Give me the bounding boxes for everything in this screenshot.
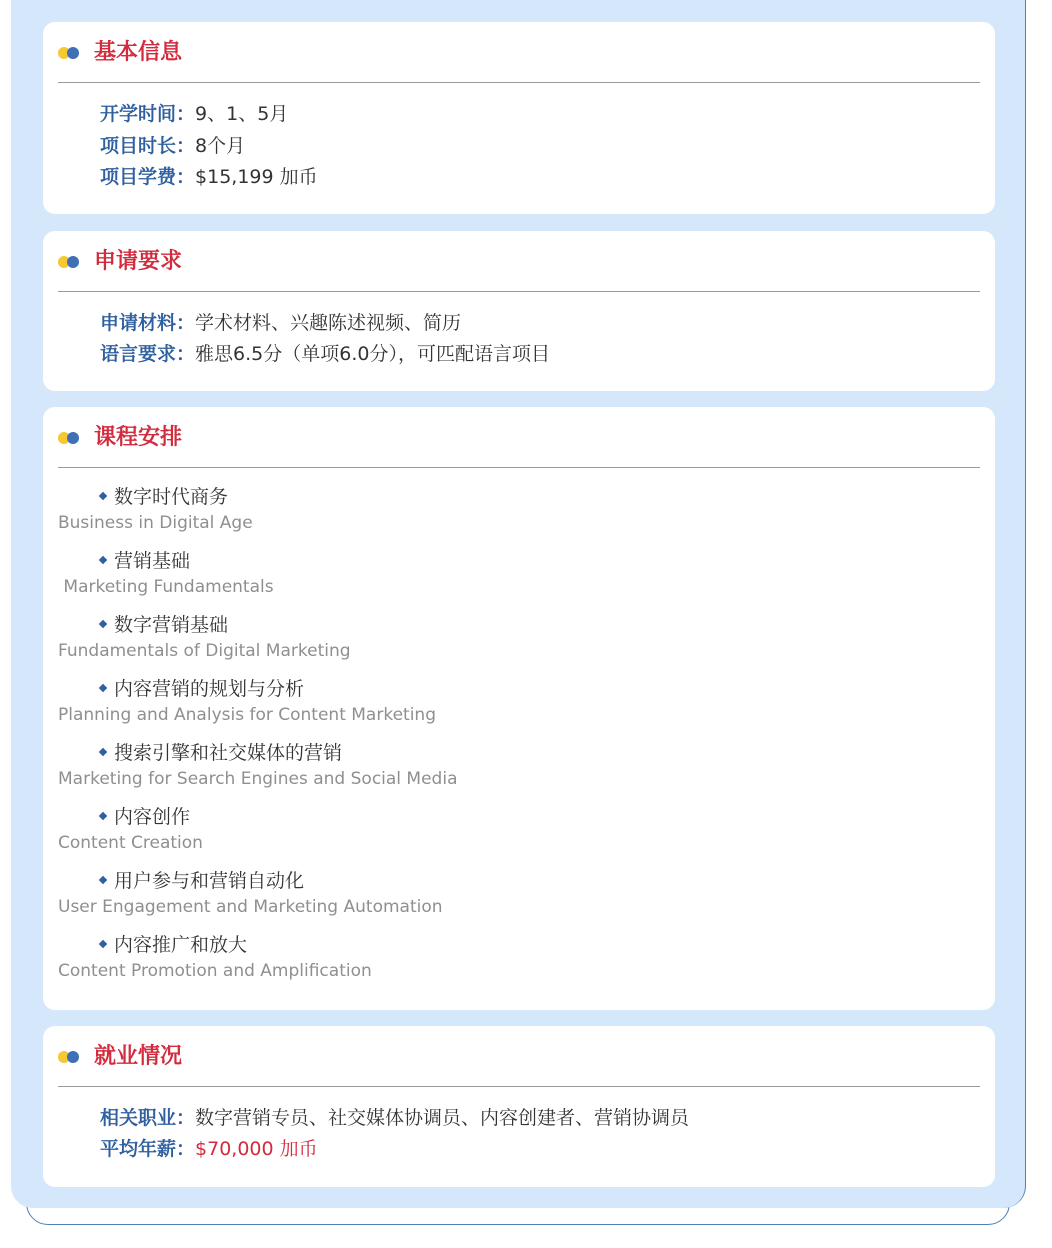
course-item	[58, 932, 958, 984]
course-item	[58, 612, 958, 664]
section-title: 基本信息	[94, 40, 183, 65]
info-row-tuition	[100, 164, 318, 190]
basic-info-card	[43, 22, 995, 214]
course-name-cn: 用户参与和营销自动化	[114, 870, 305, 892]
employment-card	[43, 1026, 995, 1187]
course-item	[58, 484, 958, 536]
course-name-en: Fundamentals of Digital Marketing	[58, 641, 351, 661]
course-item	[58, 548, 958, 600]
curriculum-header	[58, 407, 980, 468]
course-name-cn: 数字时代商务	[114, 486, 229, 508]
info-row-salary	[100, 1136, 318, 1162]
course-name-cn: 内容创作	[114, 806, 191, 828]
course-name-cn: 数字营销基础	[114, 614, 229, 636]
info-value: 雅思6.5分（单项6.0分），可匹配语言项目	[195, 343, 550, 365]
info-label: 开学时间：	[100, 103, 196, 125]
diamond-bullet-icon	[99, 491, 107, 499]
course-name-en: Content Creation	[58, 833, 203, 853]
diamond-bullet-icon	[99, 683, 107, 691]
section-title: 就业情况	[94, 1044, 183, 1069]
section-title: 申请要求	[94, 249, 183, 274]
course-item	[58, 676, 958, 728]
bullet-dots-icon	[58, 47, 82, 59]
employment-header	[58, 1026, 980, 1087]
requirements-card	[43, 231, 995, 391]
course-name-cn: 内容推广和放大	[114, 934, 248, 956]
course-name-cn: 营销基础	[114, 550, 191, 572]
course-item	[58, 804, 958, 856]
diamond-bullet-icon	[99, 811, 107, 819]
info-row-start-date	[100, 101, 288, 127]
info-row-language	[100, 341, 550, 367]
course-name-cn: 内容营销的规划与分析	[114, 678, 305, 700]
curriculum-card	[43, 407, 995, 1010]
info-label: 语言要求：	[100, 343, 196, 365]
bullet-dots-icon	[58, 1051, 82, 1063]
info-value: 学术材料、兴趣陈述视频、简历	[195, 312, 462, 334]
course-name-en: Marketing Fundamentals	[58, 577, 274, 597]
diamond-bullet-icon	[99, 555, 107, 563]
info-row-careers	[100, 1105, 689, 1131]
info-value: 数字营销专员、社交媒体协调员、内容创建者、营销协调员	[195, 1107, 690, 1129]
course-name-en: Marketing for Search Engines and Social Media	[58, 769, 458, 789]
info-row-duration	[100, 133, 245, 159]
course-name-en: Content Promotion and Amplification	[58, 961, 372, 981]
bullet-dots-icon	[58, 256, 82, 268]
course-item	[58, 740, 958, 792]
requirements-header	[58, 231, 980, 292]
course-name-cn: 搜索引擎和社交媒体的营销	[114, 742, 343, 764]
info-value: 9、1、5月	[195, 103, 289, 125]
info-label: 项目时长：	[100, 135, 196, 157]
bullet-dots-icon	[58, 432, 82, 444]
info-label: 项目学费：	[100, 166, 196, 188]
info-label: 申请材料：	[100, 312, 196, 334]
diamond-bullet-icon	[99, 875, 107, 883]
info-value: 8个月	[195, 135, 246, 157]
info-row-materials	[100, 310, 461, 336]
diamond-bullet-icon	[99, 747, 107, 755]
info-label: 相关职业：	[100, 1107, 196, 1129]
salary-value: $70,000 加币	[195, 1138, 318, 1160]
basic-info-header	[58, 22, 980, 83]
course-name-en: Planning and Analysis for Content Marketing	[58, 705, 436, 725]
info-value: $15,199 加币	[195, 166, 318, 188]
course-name-en: Business in Digital Age	[58, 513, 253, 533]
diamond-bullet-icon	[99, 939, 107, 947]
course-name-en: User Engagement and Marketing Automation	[58, 897, 443, 917]
course-item	[58, 868, 958, 920]
info-label: 平均年薪：	[100, 1138, 196, 1160]
section-title: 课程安排	[94, 425, 183, 450]
diamond-bullet-icon	[99, 619, 107, 627]
